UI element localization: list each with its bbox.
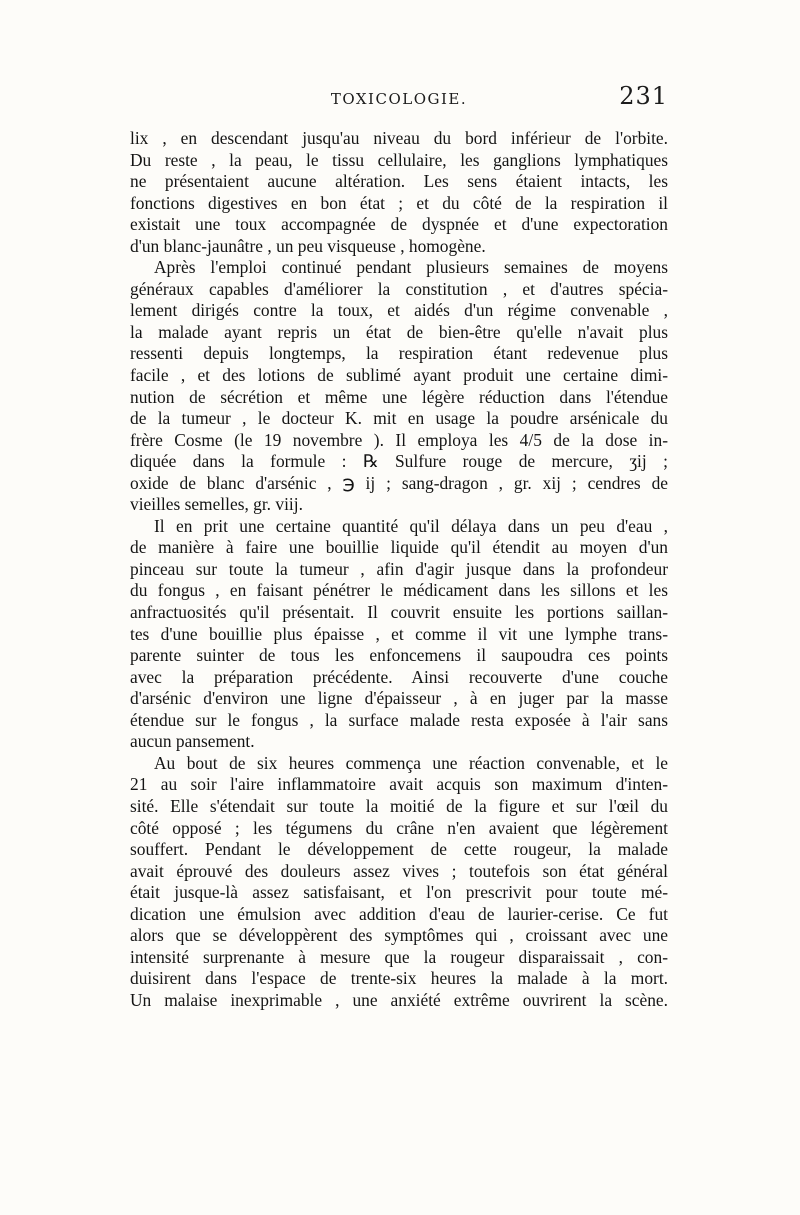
text-line: frère Cosme (le 19 novembre ). Il employa les 4/5 de la dose in- bbox=[130, 429, 668, 450]
text-line: de la tumeur , le docteur K. mit en usage la poudre arsénicale du bbox=[130, 408, 668, 429]
text-line: de manière à faire une bouillie liquide qu'il étendit au moyen d'un bbox=[130, 537, 668, 558]
running-title: TOXICOLOGIE. bbox=[330, 90, 468, 108]
text-line: avait éprouvé des douleurs assez vives ; toutefois son état général bbox=[130, 860, 668, 881]
text-line: tes d'une bouillie plus épaisse , et comme il vit une lymphe trans- bbox=[130, 623, 668, 644]
text-line: était jusque-là assez satisfaisant, et l'on prescrivit pour toute mé- bbox=[130, 882, 668, 903]
text-line: Un malaise inexprimable , une anxiété extrême ouvrirent la scène. bbox=[130, 989, 668, 1010]
paragraph bbox=[130, 753, 668, 1012]
page-number: 231 bbox=[619, 82, 668, 110]
page-header bbox=[130, 82, 668, 112]
text-line: Après l'emploi continué pendant plusieurs semaines de moyens bbox=[154, 257, 668, 278]
text-line: alors que se développèrent des symptômes qui , croissant avec une bbox=[130, 925, 668, 946]
text-line: Au bout de six heures commença une réaction convenable, et le bbox=[154, 752, 668, 773]
text-line: aucun pansement. bbox=[130, 731, 255, 752]
text-line: facile , et des lotions de sublimé ayant produit une certaine dimi- bbox=[130, 365, 668, 386]
paragraph bbox=[130, 257, 668, 516]
text-line: d'arsénic d'environ une ligne d'épaisseur , à en juger par la masse bbox=[130, 688, 668, 709]
text-line: pinceau sur toute la tumeur , afin d'agir jusque dans la profondeur bbox=[130, 558, 668, 579]
text-line: avec la préparation précédente. Ainsi recouverte d'une couche bbox=[130, 666, 668, 687]
text-line: d'un blanc-jaunâtre , un peu visqueuse , homogène. bbox=[130, 235, 486, 256]
text-line: diquée dans la formule : ℞ Sulfure rouge de mercure, ʒij ; bbox=[130, 451, 668, 472]
text-line: généraux capables d'améliorer la constitution , et d'autres spécia- bbox=[130, 278, 668, 299]
text-line: sité. Elle s'étendait sur toute la moitié de la figure et sur l'œil du bbox=[130, 795, 668, 816]
paragraph bbox=[130, 128, 668, 257]
text-line: du fongus , en faisant pénétrer le médicament dans les sillons et les bbox=[130, 580, 668, 601]
body-text bbox=[130, 128, 668, 1011]
text-line: Il en prit une certaine quantité qu'il délaya dans un peu d'eau , bbox=[154, 515, 668, 536]
text-line: duisirent dans l'espace de trente-six heures la malade à la mort. bbox=[130, 968, 668, 989]
text-line: ressenti depuis longtemps, la respiration étant redevenue plus bbox=[130, 343, 668, 364]
text-line: parente suinter de tous les enfoncemens il saupoudra ces points bbox=[130, 645, 668, 666]
text-line: 21 au soir l'aire inflammatoire avait acquis son maximum d'inten- bbox=[130, 774, 668, 795]
text-line: oxide de blanc d'arsénic , ℈ ij ; sang-dragon , gr. xij ; cendres de bbox=[130, 472, 668, 493]
text-line: la malade ayant repris un état de bien-être qu'elle n'avait plus bbox=[130, 321, 668, 342]
text-line: côté opposé ; les tégumens du crâne n'en avaient que légèrement bbox=[130, 817, 668, 838]
text-line: vieilles semelles, gr. viij. bbox=[130, 494, 303, 515]
text-line: existait une toux accompagnée de dyspnée et d'une expectoration bbox=[130, 214, 668, 235]
text-line: Du reste , la peau, le tissu cellulaire, les ganglions lymphatiques bbox=[130, 149, 668, 170]
paragraph bbox=[130, 516, 668, 753]
text-line: dication une émulsion avec addition d'eau de laurier-cerise. Ce fut bbox=[130, 903, 668, 924]
text-line: souffert. Pendant le développement de cette rougeur, la malade bbox=[130, 839, 668, 860]
text-line: nution de sécrétion et même une légère réduction dans l'étendue bbox=[130, 386, 668, 407]
text-line: lement dirigés contre la toux, et aidés d'un régime convenable , bbox=[130, 300, 668, 321]
text-line: fonctions digestives en bon état ; et du côté de la respiration il bbox=[130, 192, 668, 213]
text-line: étendue sur le fongus , la surface malade resta exposée à l'air sans bbox=[130, 709, 668, 730]
text-line: lix , en descendant jusqu'au niveau du bord inférieur de l'orbite. bbox=[130, 128, 668, 148]
text-line: anfractuosités qu'il présentait. Il couvrit ensuite les portions saillan- bbox=[130, 602, 668, 623]
text-line: ne présentaient aucune altération. Les sens étaient intacts, les bbox=[130, 171, 668, 192]
text-line: intensité surprenante à mesure que la rougeur disparaissait , con- bbox=[130, 946, 668, 967]
